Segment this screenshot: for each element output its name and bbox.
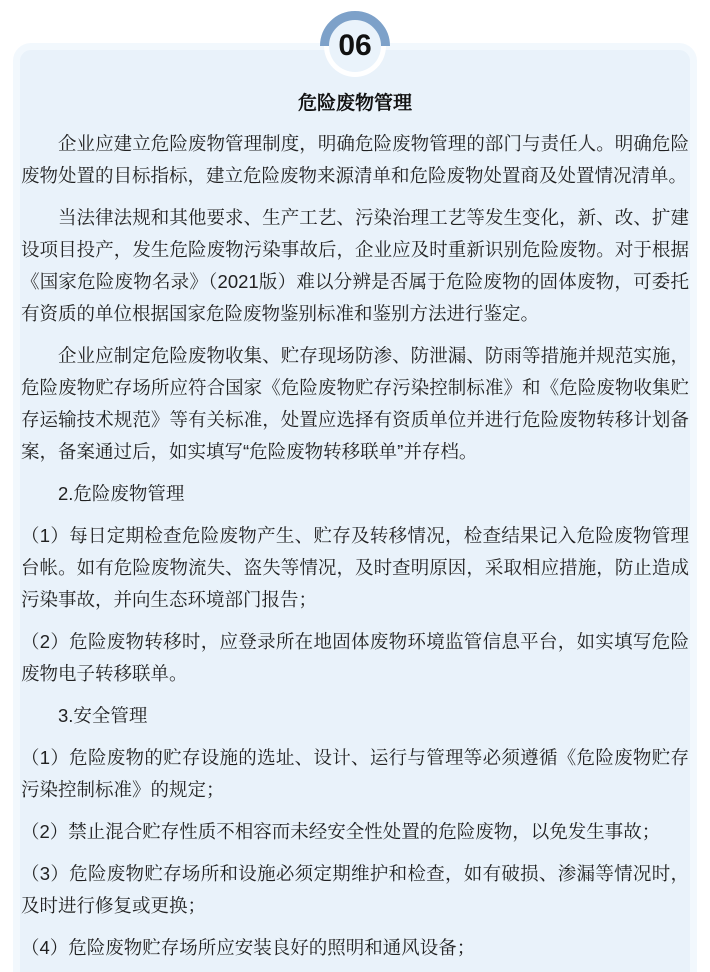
content-card — [13, 43, 697, 972]
section-heading: 2.危险废物管理 — [58, 483, 185, 504]
page-title: 危险废物管理 — [297, 93, 412, 114]
list-item: （2）危险废物转移时，应登录所在地固体废物环境监管信息平台，如实填写危险废物电子转移联单。 — [21, 631, 689, 684]
section-heading: 3.安全管理 — [58, 705, 148, 726]
section-number-badge — [315, 2, 395, 82]
list-item: （2）禁止混合贮存性质不相容而未经安全性处置的危险废物，以免发生事故； — [21, 821, 661, 842]
list-item: （3）危险废物贮存场所和设施必须定期维护和检查，如有破损、渗漏等情况时，及时进行修复或更换； — [21, 863, 689, 916]
body-paragraph: 企业应建立危险废物管理制度，明确危险废物管理的部门与责任人。明确危险废物处置的目标指标，建立危险废物来源清单和危险废物处置商及处置情况清单。 — [21, 133, 689, 186]
list-item: （4）危险废物贮存场所应安装良好的照明和通风设备； — [21, 937, 476, 958]
body-paragraph: 当法律法规和其他要求、生产工艺、污染治理工艺等发生变化，新、改、扩建设项目投产，发生危险废物污染事故后，企业应及时重新识别危险废物。对于根据《国家危险废物名录》（2021版）难以分辨是否属于危险废物的固体废物，可委托有资质的单位根据国家危险废物鉴别标准和鉴别方法进行鉴定。 — [21, 207, 689, 324]
section-number: 06 — [338, 29, 372, 62]
body-paragraph: 企业应制定危险废物收集、贮存现场防渗、防泄漏、防雨等措施并规范实施，危险废物贮存场所应符合国家《危险废物贮存污染控制标准》和《危险废物收集贮存运输技术规范》等有关标准，处置应选择有资质单位并进行危险废物转移计划备案，备案通过后，如实填写“危险废物转移联单”并存档。 — [21, 345, 689, 462]
list-item: （1）危险废物的贮存设施的选址、设计、运行与管理等必须遵循《危险废物贮存污染控制标准》的规定； — [21, 747, 689, 800]
list-item: （1）每日定期检查危险废物产生、贮存及转移情况，检查结果记入危险废物管理台帐。如有危险废物流失、盗失等情况，及时查明原因，采取相应措施，防止造成污染事故，并向生态环境部门报告； — [21, 525, 689, 610]
card-content — [20, 50, 690, 964]
